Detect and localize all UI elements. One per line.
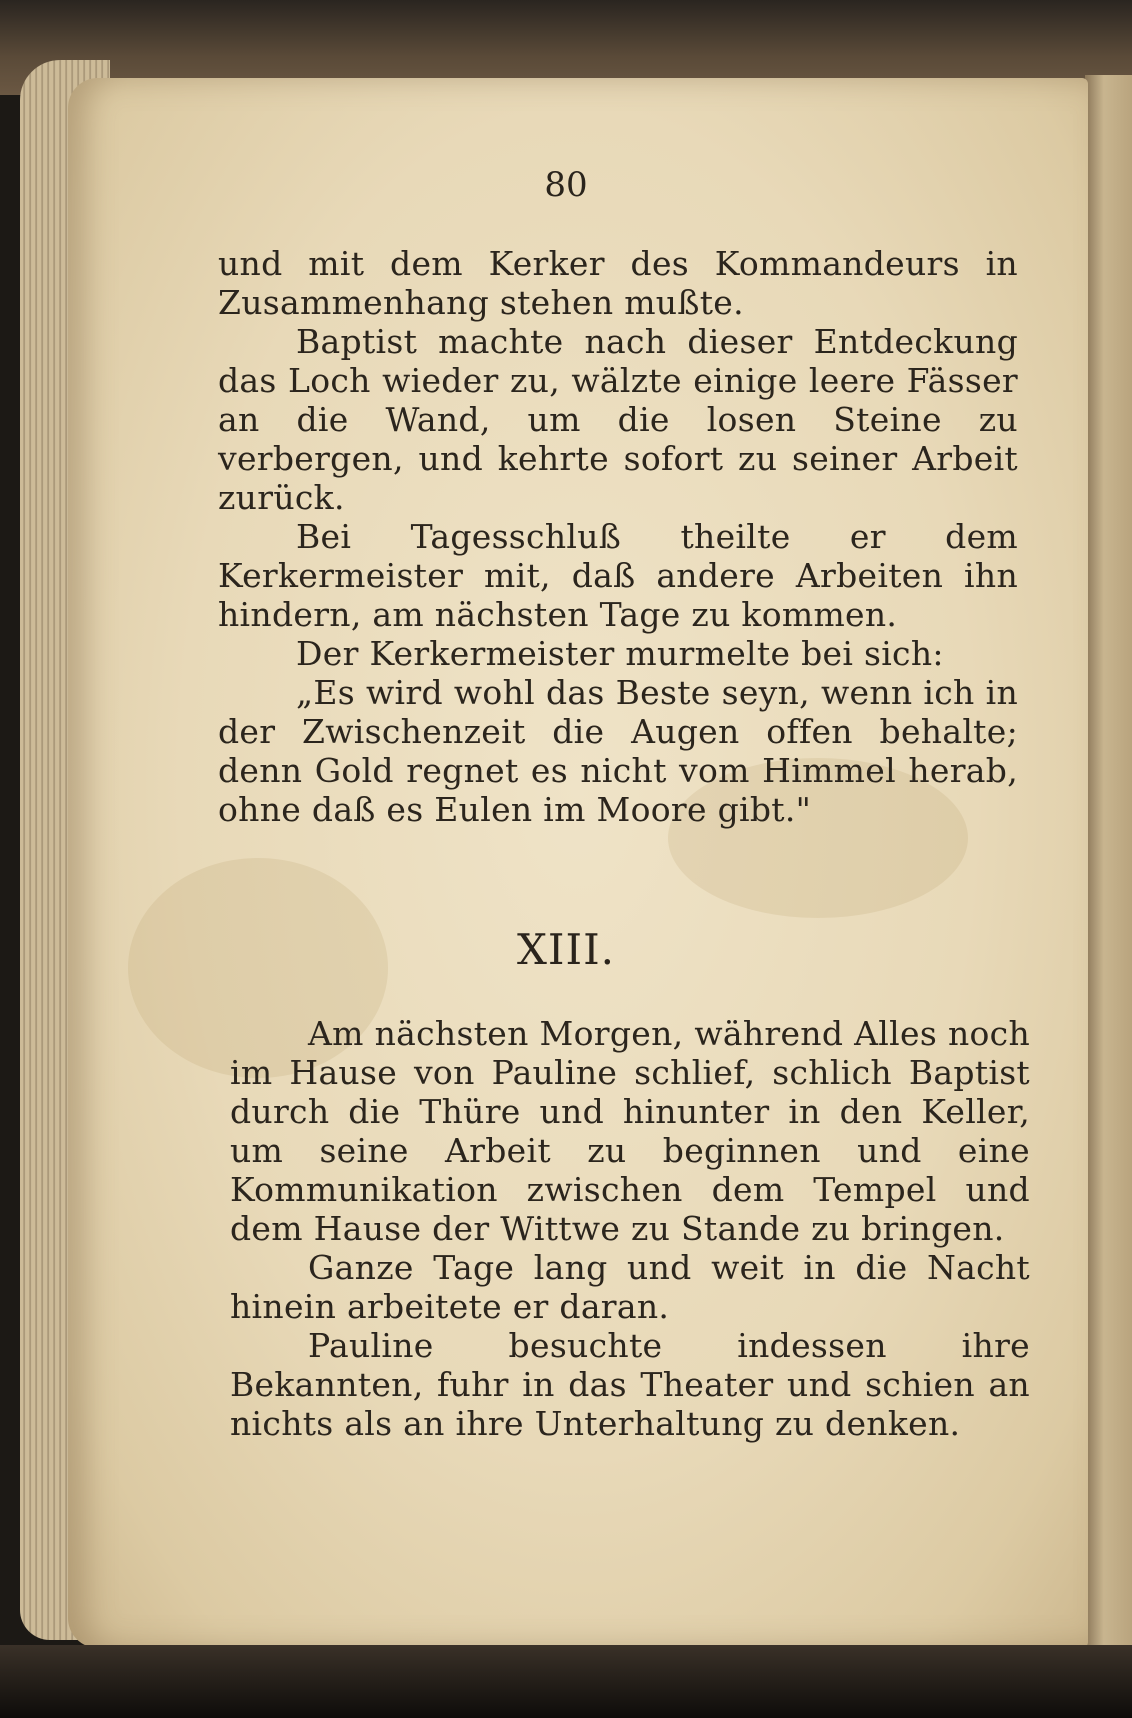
paragraph: Bei Tagesschluß theilte er dem Kerkermeister mit, daß andere Arbeiten ihn hindern, am nächsten Tage zu kommen. [218, 517, 1018, 634]
paragraph: Pauline besuchte indessen ihre Bekannten, fuhr in das Theater und schien an nichts als an ihre Unterhaltung zu denken. [230, 1326, 1030, 1443]
facing-page-edge [1085, 75, 1132, 1650]
paragraph: und mit dem Kerker des Kommandeurs in Zusammenhang stehen mußte. [218, 244, 1018, 322]
paragraph: Baptist machte nach dieser Entdeckung das Loch wieder zu, wälzte einige leere Fässer an die Wand, um die losen Steine zu verbergen, und kehrte sofort zu seiner Arbeit zurück. [218, 322, 1018, 517]
paragraph: „Es wird wohl das Beste seyn, wenn ich in der Zwischenzeit die Augen offen behalte; denn Gold regnet es nicht vom Himmel herab, ohne daß es Eulen im Moore gibt." [218, 673, 1018, 829]
paragraph: Der Kerkermeister murmelte bei sich: [296, 634, 944, 673]
text-block-top [218, 244, 1018, 829]
paragraph: Ganze Tage lang und weit in die Nacht hinein arbeitete er daran. [230, 1248, 1030, 1326]
text-block-bottom [230, 1014, 1030, 1443]
book-bottom-edge [0, 1645, 1132, 1718]
page-number: 80 [544, 165, 588, 205]
chapter-heading: XIII. [516, 925, 616, 974]
paragraph: Am nächsten Morgen, während Alles noch im Hause von Pauline schlief, schlich Baptist durch die Thüre und hinunter in den Keller, um seine Arbeit zu beginnen und eine Kommunikation zwischen dem Tempel und dem Hause der Wittwe zu Stande zu bringen. [230, 1014, 1030, 1248]
